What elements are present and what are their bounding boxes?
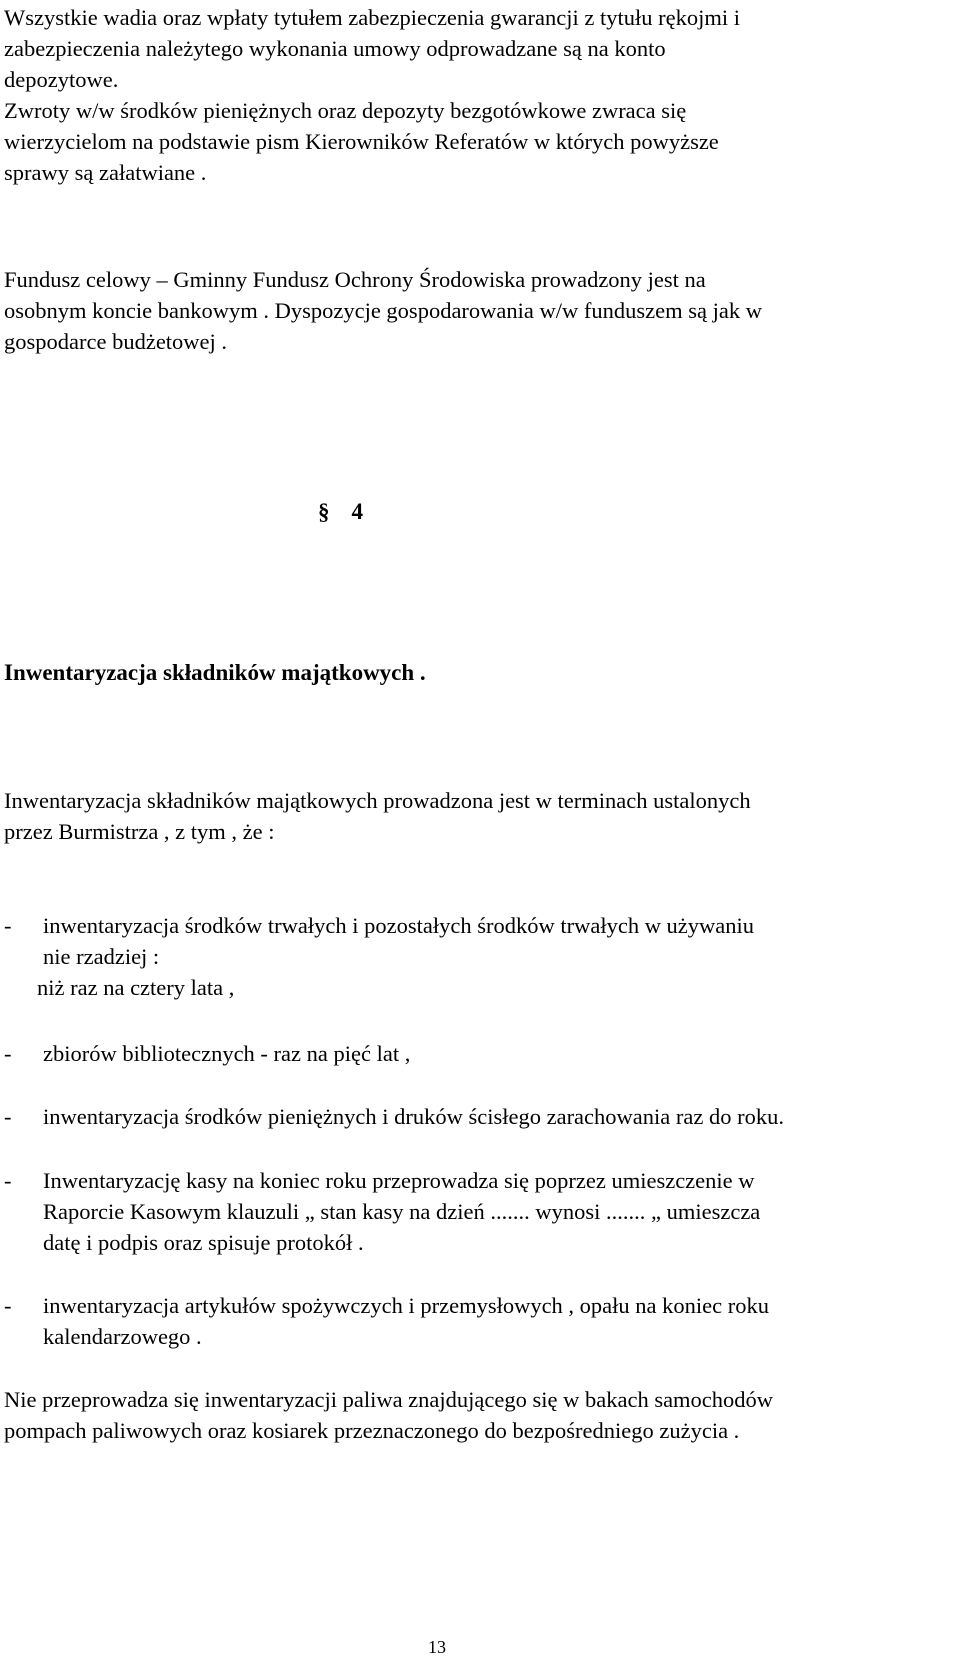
text-line: gospodarce budżetowej . <box>4 329 228 354</box>
page-number: 13 <box>428 1637 446 1657</box>
text-line: datę i podpis oraz spisuje protokół . <box>43 1230 364 1255</box>
text-line: przez Burmistrza , z tym , że : <box>4 819 275 844</box>
section-heading: Inwentaryzacja składników majątkowych . <box>4 660 426 685</box>
section-number: 4 <box>351 499 363 524</box>
paragraph-inventory-intro <box>4 785 954 847</box>
text-line: Raporcie Kasowym klauzuli „ stan kasy na dzień ....... wynosi ....... „ umieszcza <box>43 1199 761 1224</box>
section-marker <box>318 499 363 525</box>
list-dash: - <box>4 1168 12 1193</box>
paragraph-fund <box>4 264 954 357</box>
text-line: inwentaryzacja artykułów spożywczych i przemysłowych , opału na koniec roku <box>43 1293 769 1318</box>
text-line: niż raz na cztery lata , <box>37 975 235 1000</box>
text-line: depozytowe. <box>4 67 119 92</box>
text-line: sprawy są załatwiane . <box>4 160 207 185</box>
paragraph-fuel <box>4 1384 954 1446</box>
section-symbol: § <box>318 499 330 524</box>
text-line: Nie przeprowadza się inwentaryzacji paliwa znajdującego się w bakach samochodów <box>4 1387 774 1412</box>
list-dash: - <box>4 913 12 938</box>
text-line: zabezpieczenia należytego wykonania umowy odprowadzane są na konto <box>4 36 666 61</box>
text-line: inwentaryzacja środków trwałych i pozostałych środków trwałych w używaniu <box>43 913 755 938</box>
text-line: Zwroty w/w środków pieniężnych oraz depozyty bezgotówkowe zwraca się <box>4 98 687 123</box>
text-line: wierzycielom na podstawie pism Kierowników Referatów w których powyższe <box>4 129 719 154</box>
list-dash: - <box>4 1041 12 1066</box>
text-line: osobnym koncie bankowym . Dyspozycje gospodarowania w/w funduszem są jak w <box>4 298 762 323</box>
paragraph-deposits <box>4 2 954 188</box>
text-line: Wszystkie wadia oraz wpłaty tytułem zabezpieczenia gwarancji z tytułu rękojmi i <box>4 5 740 30</box>
text-line: pompach paliwowych oraz kosiarek przeznaczonego do bezpośredniego zużycia . <box>4 1418 740 1443</box>
text-line: kalendarzowego . <box>43 1324 202 1349</box>
list-dash: - <box>4 1293 12 1318</box>
text-line: Fundusz celowy – Gminny Fundusz Ochrony Środowiska prowadzony jest na <box>4 267 706 292</box>
list-dash: - <box>4 1104 12 1129</box>
text-line: nie rzadziej : <box>43 944 160 969</box>
text-line: Inwentaryzacja składników majątkowych prowadzona jest w terminach ustalonych <box>4 788 751 813</box>
text-line: zbiorów bibliotecznych - raz na pięć lat , <box>43 1041 411 1066</box>
text-line: Inwentaryzację kasy na koniec roku przeprowadza się poprzez umieszczenie w <box>43 1168 755 1193</box>
text-line: inwentaryzacja środków pieniężnych i druków ścisłego zarachowania raz do roku. <box>43 1104 784 1129</box>
